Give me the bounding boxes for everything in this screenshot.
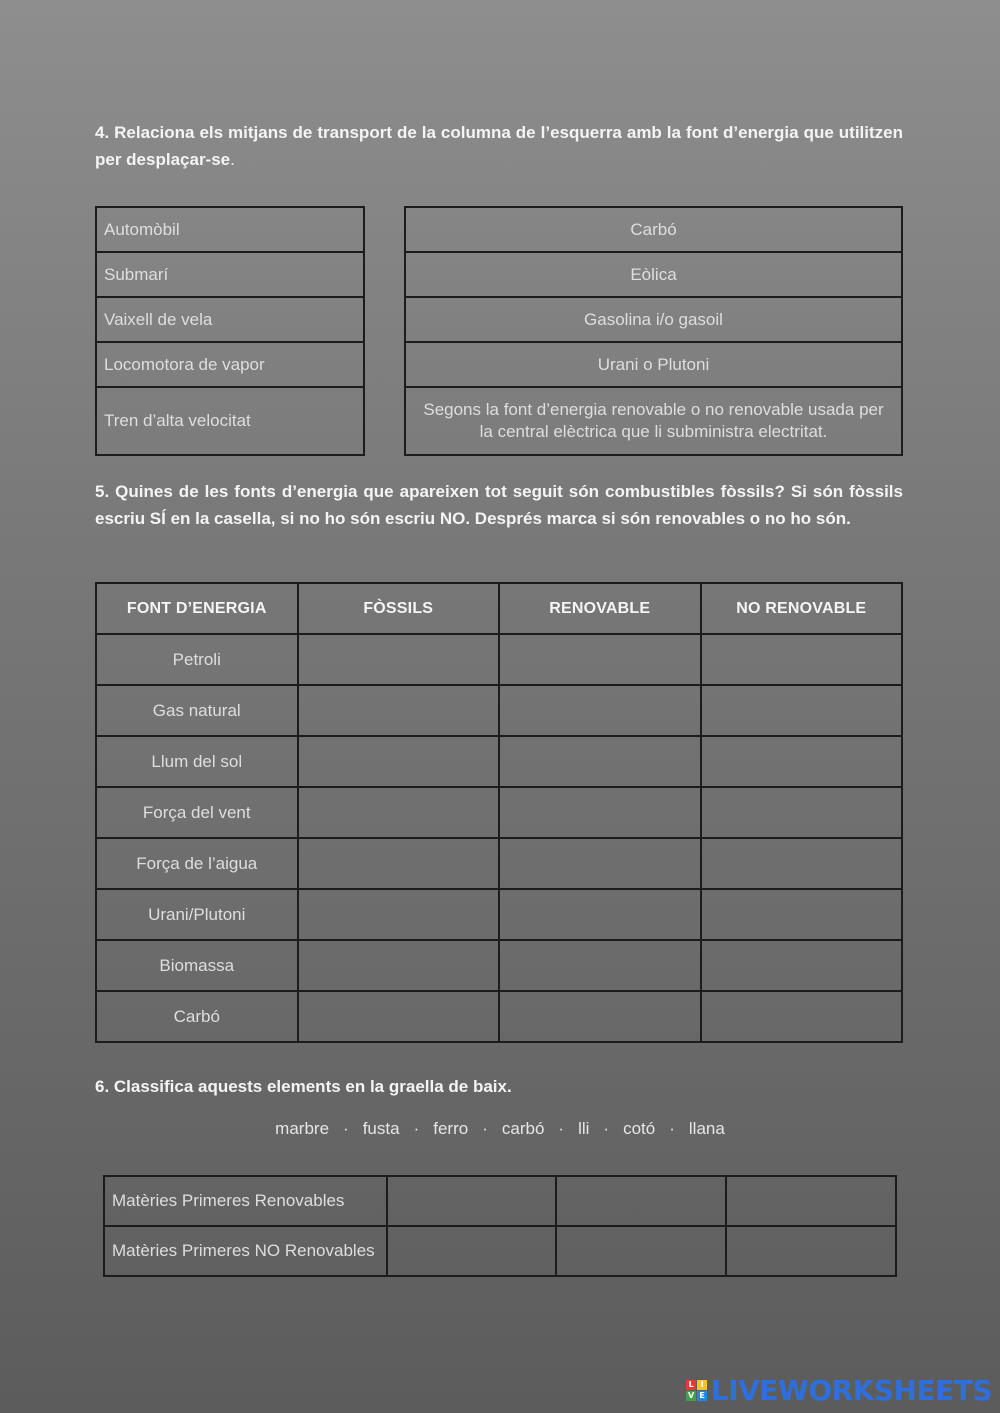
word-separator: · <box>413 1119 420 1138</box>
question-5 <box>95 478 903 532</box>
badge-letter: L <box>686 1380 696 1390</box>
energy-name: Llum del sol <box>96 736 298 787</box>
word-item[interactable]: carbó <box>501 1119 545 1138</box>
badge-letter: I <box>697 1380 707 1390</box>
energy-name: Carbó <box>96 991 298 1042</box>
energy-source-item[interactable]: Urani o Plutoni <box>405 342 902 387</box>
word-item[interactable]: llana <box>688 1119 725 1138</box>
table-header-row <box>96 583 902 634</box>
no-renovable-answer-cell[interactable] <box>701 838 903 889</box>
transport-item[interactable]: Locomotora de vapor <box>96 342 364 387</box>
word-bank <box>0 1119 1000 1139</box>
fossil-classification-table <box>95 582 903 1043</box>
badge-letter: E <box>697 1391 707 1401</box>
fossils-answer-cell[interactable] <box>298 634 500 685</box>
no-renovable-answer-cell[interactable] <box>701 940 903 991</box>
badge-letter: V <box>686 1391 696 1401</box>
transport-item[interactable]: Submarí <box>96 252 364 297</box>
question-6-text: 6. Classifica aquests elements en la graella de baix. <box>95 1077 512 1096</box>
word-item[interactable]: marbre <box>275 1119 330 1138</box>
question-6 <box>95 1073 903 1100</box>
no-renovable-answer-cell[interactable] <box>701 889 903 940</box>
renovable-answer-cell[interactable] <box>499 634 701 685</box>
renovable-answer-cell[interactable] <box>499 736 701 787</box>
renovable-answer-cell[interactable] <box>499 889 701 940</box>
fossils-answer-cell[interactable] <box>298 940 500 991</box>
energy-name: Biomassa <box>96 940 298 991</box>
drop-cell[interactable] <box>726 1226 896 1276</box>
table-row <box>96 787 902 838</box>
drop-cell[interactable] <box>726 1176 896 1226</box>
table-row <box>104 1176 896 1226</box>
renovable-answer-cell[interactable] <box>499 991 701 1042</box>
row-label-renovables: Matèries Primeres Renovables <box>104 1176 387 1226</box>
question-5-text: 5. Quines de les fonts d’energia que apareixen tot seguit són combustibles fòssils? Si són fòssils escriu SÍ en la casella, si no ho són escriu NO. Després marca si són renovables o no ho són. <box>95 482 903 528</box>
word-item[interactable]: fusta <box>362 1119 400 1138</box>
table-row <box>96 889 902 940</box>
header-renovable: RENOVABLE <box>499 583 701 634</box>
word-separator: · <box>343 1119 349 1138</box>
question-4-period: . <box>230 150 235 169</box>
word-item[interactable]: ferro <box>433 1119 469 1138</box>
word-item[interactable]: cotó <box>623 1119 656 1138</box>
energy-source-item[interactable]: Segons la font d’energia renovable o no renovable usada per la central elèctrica que li subministra electritat. <box>405 387 902 455</box>
question-4 <box>95 119 903 173</box>
word-separator: · <box>603 1119 610 1138</box>
header-fossils: FÒSSILS <box>298 583 500 634</box>
liveworksheets-logo <box>686 1374 992 1407</box>
drop-cell[interactable] <box>387 1226 556 1276</box>
raw-materials-table <box>103 1175 897 1277</box>
no-renovable-answer-cell[interactable] <box>701 736 903 787</box>
fossils-answer-cell[interactable] <box>298 838 500 889</box>
no-renovable-answer-cell[interactable] <box>701 787 903 838</box>
no-renovable-answer-cell[interactable] <box>701 634 903 685</box>
word-separator: · <box>482 1119 488 1138</box>
table-row <box>96 634 902 685</box>
word-item[interactable]: lli <box>578 1119 590 1138</box>
transport-item[interactable]: Tren d’alta velocitat <box>96 387 364 455</box>
header-font-energia: FONT D’ENERGIA <box>96 583 298 634</box>
energy-source-item[interactable]: Gasolina i/o gasoil <box>405 297 902 342</box>
no-renovable-answer-cell[interactable] <box>701 685 903 736</box>
renovable-answer-cell[interactable] <box>499 940 701 991</box>
renovable-answer-cell[interactable] <box>499 685 701 736</box>
table-row <box>96 736 902 787</box>
energy-name: Urani/Plutoni <box>96 889 298 940</box>
drop-cell[interactable] <box>556 1176 726 1226</box>
transport-table <box>95 206 365 456</box>
live-badge-icon <box>686 1380 707 1401</box>
no-renovable-answer-cell[interactable] <box>701 991 903 1042</box>
energy-source-item[interactable]: Eòlica <box>405 252 902 297</box>
drop-cell[interactable] <box>556 1226 726 1276</box>
drop-cell[interactable] <box>387 1176 556 1226</box>
fossils-answer-cell[interactable] <box>298 991 500 1042</box>
renovable-answer-cell[interactable] <box>499 787 701 838</box>
fossils-answer-cell[interactable] <box>298 889 500 940</box>
table-row <box>96 685 902 736</box>
fossils-answer-cell[interactable] <box>298 787 500 838</box>
table-row <box>96 940 902 991</box>
row-label-no-renovables: Matèries Primeres NO Renovables <box>104 1226 387 1276</box>
fossils-answer-cell[interactable] <box>298 736 500 787</box>
energy-name: Força del vent <box>96 787 298 838</box>
logo-text: LIVEWORKSHEETS <box>710 1374 992 1407</box>
table-row <box>96 838 902 889</box>
table-row <box>104 1226 896 1276</box>
word-separator: · <box>669 1119 675 1138</box>
header-no-renovable: NO RENOVABLE <box>701 583 903 634</box>
fossils-answer-cell[interactable] <box>298 685 500 736</box>
energy-name: Força de l’aigua <box>96 838 298 889</box>
word-separator: · <box>558 1119 565 1138</box>
question-4-text: 4. Relaciona els mitjans de transport de la columna de l’esquerra amb la font d’energia que utilitzen per desplaçar-se <box>95 123 903 169</box>
table-row <box>96 991 902 1042</box>
transport-item[interactable]: Vaixell de vela <box>96 297 364 342</box>
energy-source-item[interactable]: Carbó <box>405 207 902 252</box>
energy-name: Petroli <box>96 634 298 685</box>
transport-item[interactable]: Automòbil <box>96 207 364 252</box>
energy-name: Gas natural <box>96 685 298 736</box>
renovable-answer-cell[interactable] <box>499 838 701 889</box>
energy-source-table <box>404 206 903 456</box>
